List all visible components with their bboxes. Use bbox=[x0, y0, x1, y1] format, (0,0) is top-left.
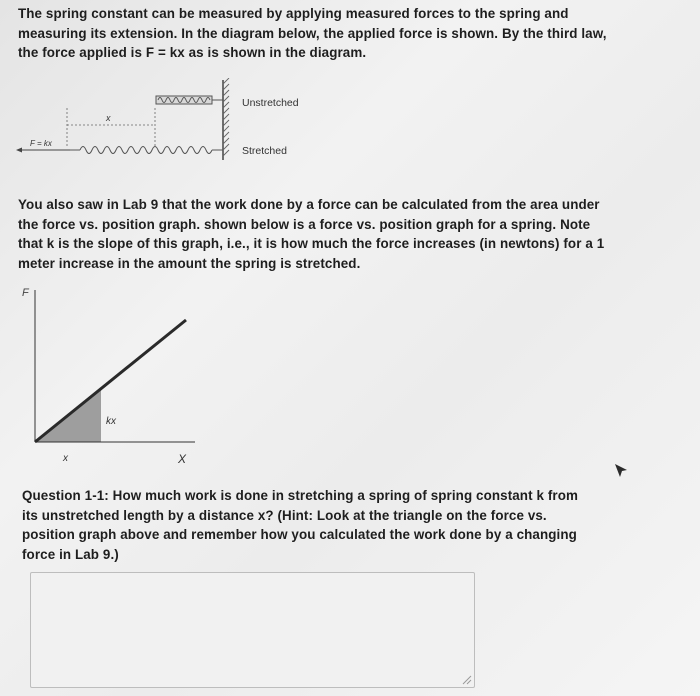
y-axis-label: F bbox=[22, 287, 29, 299]
reference-lines bbox=[67, 108, 155, 148]
lab-paragraph: You also saw in Lab 9 that the work done by a force can be calculated from the area under the force vs. position graph. shown below is a force vs. position graph for a spring. Note that k is the slope of this graph, i.e., it is how much the force increases (in newtons) for a 1 meter increase in the amount the spring is stretched. bbox=[18, 197, 605, 271]
resize-handle-icon[interactable] bbox=[462, 675, 472, 685]
force-arrowhead bbox=[16, 148, 22, 153]
x-tick-label: x bbox=[63, 453, 68, 464]
unstretched-spring bbox=[156, 96, 223, 104]
wall-hatching bbox=[223, 78, 229, 156]
intro-paragraph: The spring constant can be measured by applying measured forces to the spring and measuring its extension. In the diagram below, the applied force is shown. By the third law, the force applied is F = kx as is shown in the diagram. bbox=[18, 6, 607, 60]
unstretched-label: Unstretched bbox=[242, 97, 299, 109]
force-position-graph bbox=[0, 280, 220, 470]
stretched-label: Stretched bbox=[242, 145, 287, 157]
x-axis-label: X bbox=[178, 452, 187, 466]
force-label: F = kx bbox=[30, 139, 52, 148]
extension-label: x bbox=[106, 113, 111, 123]
mouse-pointer-icon bbox=[613, 462, 629, 480]
stretched-spring bbox=[67, 147, 223, 154]
triangle-label: kx bbox=[106, 416, 116, 427]
spring-diagram bbox=[0, 78, 320, 168]
question-text: Question 1-1: How much work is done in stretching a spring of spring constant k from its unstretched length by a distance x? (Hint: Look at the triangle on the force vs. position graph above and remember how you calculated the work done by a changing force in Lab 9.) bbox=[22, 488, 578, 562]
answer-textarea[interactable] bbox=[30, 572, 475, 688]
